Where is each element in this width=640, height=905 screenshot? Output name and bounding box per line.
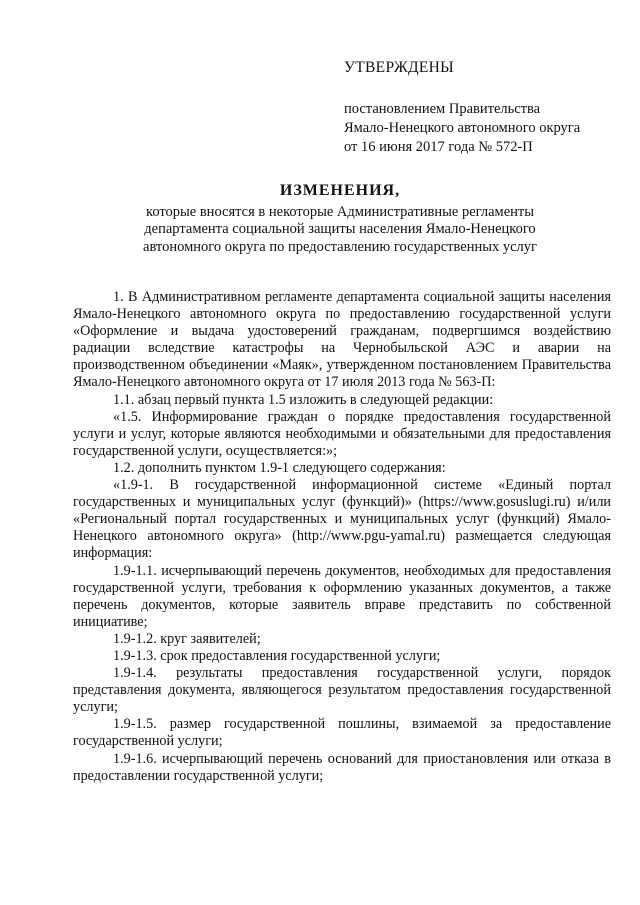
approval-stamp — [344, 58, 624, 157]
approval-line: постановлением Правительства — [344, 101, 541, 117]
document-title-block — [60, 182, 620, 256]
paragraph: 1.9-1.5. размер государственной пошлины, взимаемой за предоставление государственной услуги; — [73, 716, 611, 750]
document-subtitle-line: которые вносятся в некоторые Административные регламенты — [146, 203, 534, 220]
paragraph: 1.9-1.1. исчерпывающий перечень документов, необходимых для предоставления государственной услуги, требования к оформлению указанных документов, а также перечень документов, которые заявитель вправе представить по собственной инициативе; — [73, 562, 611, 630]
approval-line: от 16 июня 2017 года № 572-П — [344, 139, 533, 155]
paragraph: «1.5. Информирование граждан о порядке предоставления государственной услуги и услуг, которые являются необходимыми и обязательными для предоставления государственной услуги, осуществляется:»; — [73, 408, 611, 459]
document-body — [73, 289, 611, 785]
paragraph: 1.9-1.4. результаты предоставления государственной услуги, порядок представления документа, являющегося результатом предоставления государственной услуги; — [73, 665, 611, 716]
paragraph: 1.1. абзац первый пункта 1.5 изложить в следующей редакции: — [113, 391, 494, 408]
paragraph: 1.9-1.2. круг заявителей; — [113, 630, 261, 647]
approval-line: Ямало-Ненецкого автономного округа — [344, 120, 581, 136]
paragraph: «1.9-1. В государственной информационной системе «Единый портал государственных и муниципальных услуг (функций)» (https://www.gosuslugi.ru) и/или «Региональный портал государственных и муниципальных услуг (функций) Ямало-Ненецкого автономного округа» (http://www.pgu-yamal.ru) размещается следующая информация: — [73, 477, 611, 562]
document-subtitle-line: автономного округа по предоставлению государственных услуг — [143, 238, 537, 255]
document-title: ИЗМЕНЕНИЯ, — [279, 182, 401, 199]
approval-heading: УТВЕРЖДЕНЫ — [344, 59, 454, 76]
paragraph: 1.9-1.6. исчерпывающий перечень оснований для приостановления или отказа в предоставлении государственной услуги; — [73, 750, 611, 784]
paragraph: 1.2. дополнить пунктом 1.9-1 следующего содержания: — [113, 459, 446, 476]
paragraph: 1.9-1.3. срок предоставления государственной услуги; — [113, 647, 441, 664]
paragraph: 1. В Административном регламенте департамента социальной защиты населения Ямало-Ненецкого автономного округа по предоставлению государственной услуги «Оформление и выдача удостоверений гражданам, подвергшимся воздействию радиации вследствие катастрофы на Чернобыльской АЭС и аварии на производственном объединении «Маяк», утвержденном постановлением Правительства Ямало-Ненецкого автономного округа от 17 июля 2013 года № 563-П: — [73, 289, 611, 391]
document-subtitle-line: департамента социальной защиты населения Ямало-Ненецкого — [144, 221, 536, 237]
